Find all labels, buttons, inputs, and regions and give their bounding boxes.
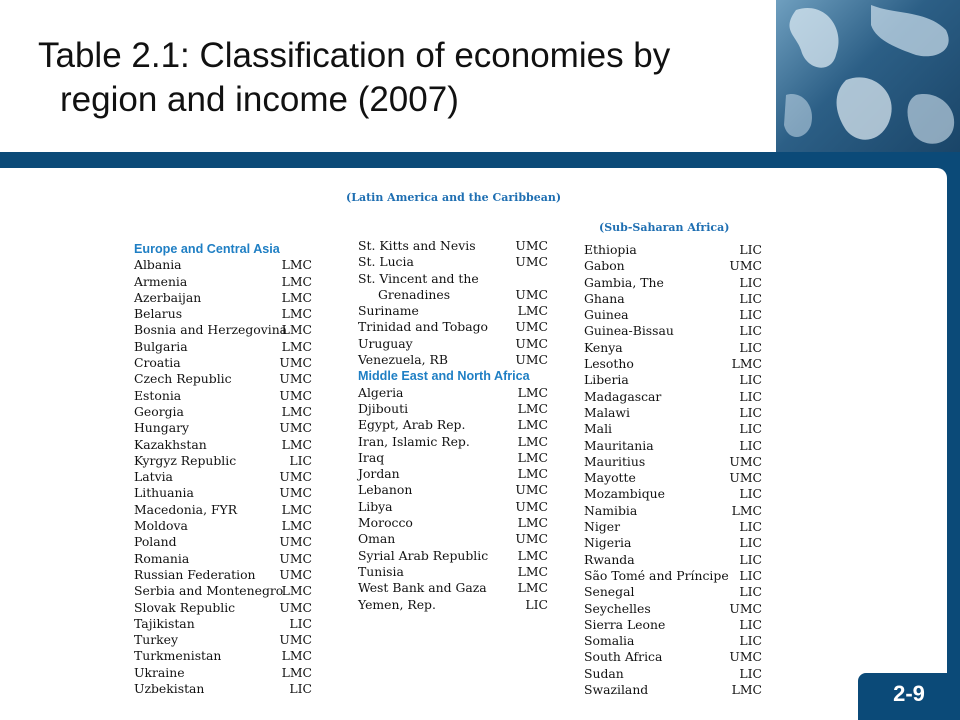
table-column-3 — [584, 242, 762, 698]
table-column-1 — [134, 241, 312, 697]
income-group: UMC — [729, 600, 762, 616]
table-row — [134, 534, 312, 550]
table-row — [134, 322, 312, 338]
latin-america-note: (Latin America and the Caribbean) — [346, 191, 562, 204]
country-name: Mozambique — [584, 486, 665, 502]
income-group: LIC — [739, 323, 762, 339]
income-group: LMC — [281, 289, 312, 305]
income-group: UMC — [729, 470, 762, 486]
country-name: Libya — [358, 498, 393, 514]
country-name: Iraq — [358, 449, 385, 465]
country-name: Macedonia, FYR — [134, 501, 238, 517]
income-group: UMC — [515, 352, 548, 368]
table-row — [134, 290, 312, 306]
country-name: São Tomé and Príncipe — [584, 567, 729, 583]
table-row — [584, 340, 762, 356]
country-name: Azerbaijan — [134, 289, 202, 305]
country-name: Somalia — [584, 633, 635, 649]
income-group: LIC — [739, 372, 762, 388]
table-row — [134, 681, 312, 697]
income-group: LIC — [739, 307, 762, 323]
income-group: LMC — [281, 273, 312, 289]
table-row — [584, 617, 762, 633]
table-row — [584, 275, 762, 291]
table-row — [584, 535, 762, 551]
income-group: UMC — [515, 335, 548, 351]
country-name: Turkey — [134, 632, 179, 648]
country-name: Egypt, Arab Rep. — [358, 417, 466, 433]
table-row — [584, 568, 762, 584]
table-row — [358, 303, 548, 319]
table-row — [134, 371, 312, 387]
income-group: UMC — [279, 420, 312, 436]
country-name: Romania — [134, 550, 190, 566]
income-group: LMC — [517, 515, 548, 531]
country-name: Swaziland — [584, 682, 649, 698]
country-name: Ukraine — [134, 664, 185, 680]
income-group: LIC — [739, 535, 762, 551]
country-name: Algeria — [358, 384, 404, 400]
income-group: LIC — [739, 551, 762, 567]
income-group: LMC — [517, 580, 548, 596]
table-row — [358, 385, 548, 401]
country-name: Estonia — [134, 387, 182, 403]
country-name: Albania — [134, 257, 182, 273]
table-row — [584, 584, 762, 600]
income-group: LIC — [289, 452, 312, 468]
decorative-map-image — [776, 0, 960, 152]
income-group: LIC — [739, 404, 762, 420]
table-row — [584, 323, 762, 339]
country-name: Tunisia — [358, 563, 404, 579]
country-name: Guinea — [584, 307, 629, 323]
income-group: UMC — [279, 355, 312, 371]
table-row — [358, 564, 548, 580]
income-group: LMC — [281, 306, 312, 322]
table-row — [134, 632, 312, 648]
country-name: Slovak Republic — [134, 599, 236, 615]
table-row — [134, 388, 312, 404]
country-name: Madagascar — [584, 388, 662, 404]
table-row — [358, 531, 548, 547]
country-name: Poland — [134, 534, 177, 550]
table-row — [134, 420, 312, 436]
table-row — [358, 548, 548, 564]
income-group: LIC — [739, 421, 762, 437]
table-row — [358, 319, 548, 335]
income-group: LMC — [281, 257, 312, 273]
country-name: Suriname — [358, 303, 419, 319]
income-group: UMC — [515, 482, 548, 498]
table-row — [584, 470, 762, 486]
income-group: LMC — [517, 433, 548, 449]
country-name: Grenadines — [378, 286, 451, 302]
country-name: Syrial Arab Republic — [358, 547, 489, 563]
table-row — [584, 486, 762, 502]
income-group: UMC — [279, 371, 312, 387]
country-name: Senegal — [584, 584, 635, 600]
table-row — [584, 242, 762, 258]
country-name: Hungary — [134, 420, 190, 436]
table-row — [358, 597, 548, 613]
country-name: Morocco — [358, 515, 413, 531]
income-group: LMC — [517, 417, 548, 433]
table-row — [358, 254, 548, 270]
income-group: LIC — [739, 486, 762, 502]
country-name: Namibia — [584, 502, 638, 518]
region-heading: Europe and Central Asia — [134, 242, 280, 256]
table-row — [358, 499, 548, 515]
income-group: UMC — [515, 254, 548, 270]
table-row — [358, 352, 548, 368]
income-group: UMC — [279, 599, 312, 615]
country-name: Djibouti — [358, 400, 409, 416]
income-group: LMC — [517, 466, 548, 482]
country-name: Tajikistan — [134, 615, 195, 631]
country-name: Niger — [584, 519, 620, 535]
region-heading-row — [358, 368, 548, 384]
table-row — [358, 401, 548, 417]
income-group: LIC — [739, 567, 762, 583]
table-row — [358, 287, 548, 303]
country-name: Mauritania — [584, 437, 654, 453]
income-group: LMC — [281, 648, 312, 664]
table-row — [134, 453, 312, 469]
table-row — [584, 503, 762, 519]
income-group: LMC — [281, 583, 312, 599]
income-group: LIC — [739, 388, 762, 404]
income-group: LMC — [281, 322, 312, 338]
table-row — [584, 601, 762, 617]
country-name: Czech Republic — [134, 371, 232, 387]
table-row — [584, 454, 762, 470]
table-row — [584, 405, 762, 421]
table-row — [358, 515, 548, 531]
country-name: Sierra Leone — [584, 616, 666, 632]
income-group: UMC — [515, 498, 548, 514]
country-name: Liberia — [584, 372, 629, 388]
income-group: LIC — [739, 339, 762, 355]
income-group: UMC — [729, 453, 762, 469]
country-name: Bosnia and Herzegovina — [134, 322, 288, 338]
income-group: LIC — [525, 596, 548, 612]
country-name: St. Vincent and the — [358, 270, 479, 286]
table-row — [584, 389, 762, 405]
table-row — [584, 666, 762, 682]
title-line-2: region and income (2007) — [60, 80, 459, 119]
table-row — [584, 633, 762, 649]
table-row — [134, 469, 312, 485]
table-row — [584, 649, 762, 665]
slide-header — [0, 0, 960, 152]
table-row — [584, 519, 762, 535]
country-name: Armenia — [134, 273, 188, 289]
income-group: LIC — [289, 681, 312, 697]
table-row — [584, 438, 762, 454]
country-name: Ghana — [584, 290, 625, 306]
table-column-2 — [358, 238, 548, 613]
country-name: Lesotho — [584, 356, 634, 372]
table-row — [358, 238, 548, 254]
table-row — [358, 271, 548, 287]
table-row — [134, 600, 312, 616]
table-row — [134, 551, 312, 567]
income-group: LIC — [289, 615, 312, 631]
income-group: UMC — [515, 531, 548, 547]
country-name: Croatia — [134, 355, 181, 371]
income-group: LIC — [739, 633, 762, 649]
table-row — [134, 355, 312, 371]
income-group: LIC — [739, 242, 762, 257]
country-name: Malawi — [584, 404, 630, 420]
income-group: LIC — [739, 274, 762, 290]
country-name: Sudan — [584, 665, 624, 681]
country-name: Mali — [584, 421, 612, 437]
table-row — [358, 466, 548, 482]
country-name: Uruguay — [358, 335, 413, 351]
country-name: St. Kitts and Nevis — [358, 238, 476, 253]
table-row — [584, 372, 762, 388]
country-name: Guinea-Bissau — [584, 323, 674, 339]
country-name: Georgia — [134, 403, 184, 419]
table-row — [358, 336, 548, 352]
income-group: LMC — [517, 400, 548, 416]
country-name: Serbia and Montenegro — [134, 583, 284, 599]
country-name: West Bank and Gaza — [358, 580, 487, 596]
table-row — [134, 485, 312, 501]
country-name: Mauritius — [584, 453, 646, 469]
country-name: Lebanon — [358, 482, 413, 498]
income-group: LMC — [517, 303, 548, 319]
table-row — [358, 450, 548, 466]
income-group: UMC — [729, 649, 762, 665]
country-name: Gabon — [584, 258, 625, 274]
country-name: Jordan — [358, 466, 400, 482]
region-heading-row — [134, 241, 312, 257]
income-group: LMC — [281, 436, 312, 452]
income-group: LMC — [517, 547, 548, 563]
income-group: LMC — [731, 682, 762, 698]
table-row — [134, 665, 312, 681]
world-map-graphic — [776, 0, 960, 152]
country-name: Turkmenistan — [134, 648, 222, 664]
country-name: South Africa — [584, 649, 663, 665]
table-row — [584, 291, 762, 307]
country-name: Yemen, Rep. — [358, 596, 436, 612]
country-name: Iran, Islamic Rep. — [358, 433, 470, 449]
table-row — [134, 404, 312, 420]
country-name: Nigeria — [584, 535, 632, 551]
region-heading: Middle East and North Africa — [358, 369, 530, 384]
country-name: Kyrgyz Republic — [134, 452, 237, 468]
table-row — [134, 583, 312, 599]
income-group: UMC — [279, 550, 312, 566]
country-name: Uzbekistan — [134, 681, 205, 697]
income-group: LMC — [517, 449, 548, 465]
income-group: LMC — [731, 502, 762, 518]
country-name: Belarus — [134, 306, 183, 322]
income-group: LIC — [739, 437, 762, 453]
table-row — [358, 482, 548, 498]
income-group: LMC — [517, 384, 548, 400]
income-group: UMC — [279, 469, 312, 485]
table-row — [584, 552, 762, 568]
table-row — [584, 307, 762, 323]
income-group: LIC — [739, 584, 762, 600]
country-name: St. Lucia — [358, 254, 414, 270]
income-group: LMC — [281, 403, 312, 419]
income-group: LIC — [739, 665, 762, 681]
table-row — [134, 648, 312, 664]
country-name: Moldova — [134, 518, 188, 534]
table-row — [134, 616, 312, 632]
income-group: LMC — [281, 338, 312, 354]
income-group: LMC — [281, 664, 312, 680]
table-row — [584, 682, 762, 698]
income-group: LMC — [517, 563, 548, 579]
income-group: UMC — [279, 566, 312, 582]
slide-number: 2-9 — [893, 681, 925, 706]
income-group: LIC — [739, 519, 762, 535]
income-group: UMC — [279, 485, 312, 501]
country-name: Venezuela, RB — [358, 352, 448, 368]
table-row — [134, 518, 312, 534]
income-group: UMC — [515, 286, 548, 302]
country-name: Trinidad and Tobago — [358, 319, 488, 335]
table-row — [134, 339, 312, 355]
country-name: Mayotte — [584, 470, 636, 486]
income-group: UMC — [515, 319, 548, 335]
table-row — [358, 417, 548, 433]
title-line-1: Table 2.1: Classification of economies by — [38, 36, 671, 75]
table-row — [358, 434, 548, 450]
table-row — [134, 437, 312, 453]
slide-number-badge — [858, 673, 960, 720]
table-row — [584, 356, 762, 372]
table-row — [584, 421, 762, 437]
country-name: Russian Federation — [134, 566, 256, 582]
country-name: Oman — [358, 531, 396, 547]
sub-saharan-note: (Sub-Saharan Africa) — [599, 221, 730, 234]
income-group: LMC — [281, 518, 312, 534]
table-row — [358, 580, 548, 596]
country-name: Latvia — [134, 469, 173, 485]
income-group: UMC — [279, 387, 312, 403]
income-group: UMC — [515, 238, 548, 253]
country-name: Rwanda — [584, 551, 635, 567]
income-group: UMC — [729, 258, 762, 274]
country-name: Seychelles — [584, 600, 651, 616]
table-row — [134, 567, 312, 583]
income-group: LMC — [281, 501, 312, 517]
income-group: UMC — [279, 632, 312, 648]
country-name: Gambia, The — [584, 274, 664, 290]
income-group: LIC — [739, 616, 762, 632]
country-name: Ethiopia — [584, 242, 637, 257]
country-name: Kazakhstan — [134, 436, 207, 452]
table-row — [134, 502, 312, 518]
slide-title — [38, 34, 758, 122]
table-row — [134, 306, 312, 322]
income-group: LMC — [731, 356, 762, 372]
country-name: Kenya — [584, 339, 623, 355]
income-group: UMC — [279, 534, 312, 550]
country-name: Lithuania — [134, 485, 194, 501]
income-group: LIC — [739, 290, 762, 306]
table-row — [134, 257, 312, 273]
table-row — [584, 258, 762, 274]
country-name: Bulgaria — [134, 338, 188, 354]
table-row — [134, 274, 312, 290]
